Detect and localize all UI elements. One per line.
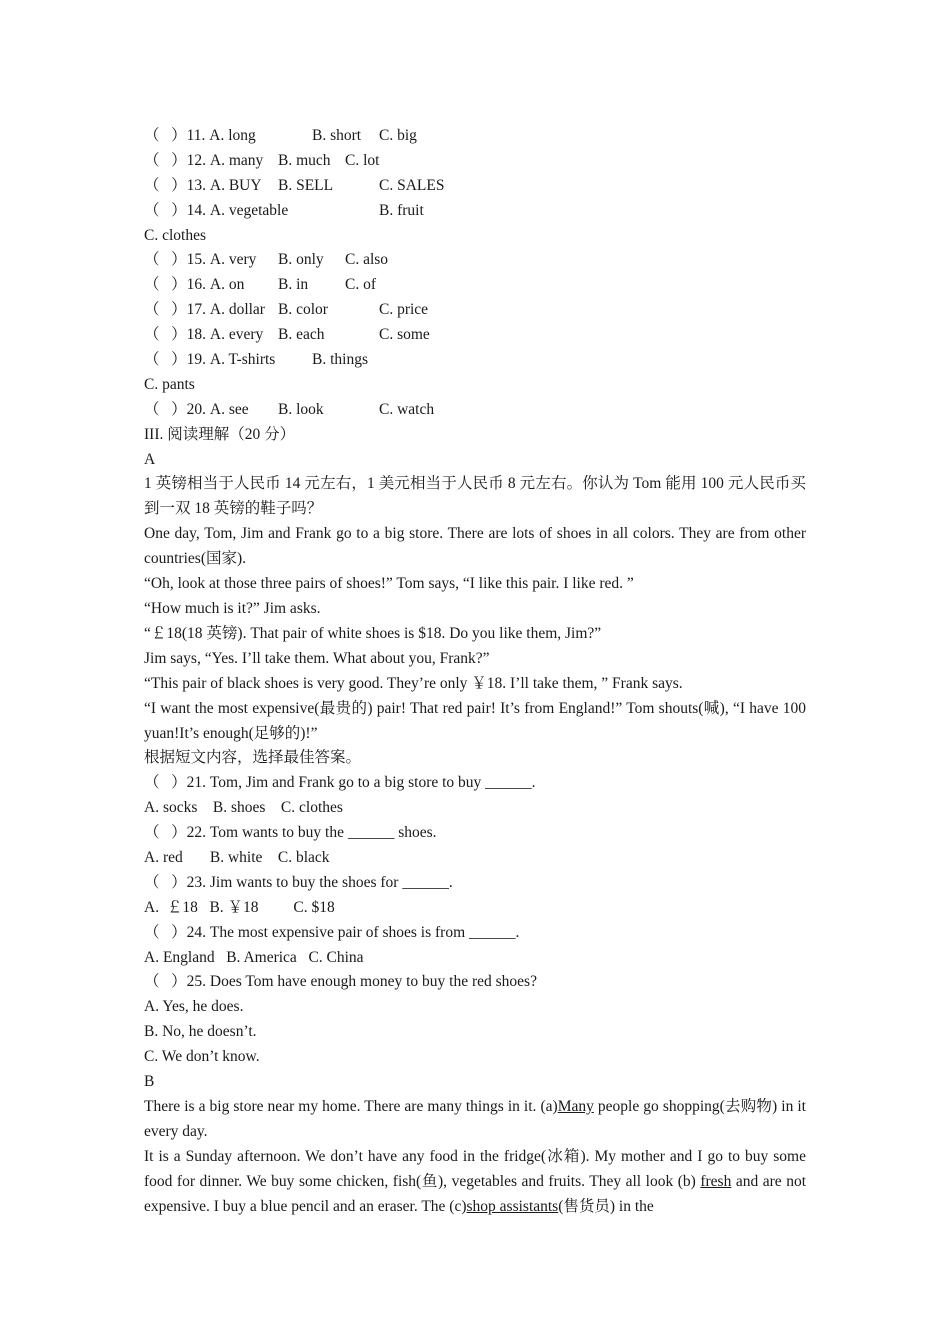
- cloze-option-b: B. SELL: [278, 176, 334, 194]
- cloze-option-c: C. of: [345, 276, 376, 294]
- cloze-option-c: C. some: [379, 326, 430, 344]
- cloze-option-b: B. things: [312, 351, 368, 369]
- cloze-item: [144, 149, 806, 174]
- cloze-item: [144, 398, 806, 423]
- question-stem: （ ）21. Tom, Jim and Frank go to a big store to buy ______.: [144, 774, 536, 792]
- cloze-item: [144, 373, 806, 398]
- cloze-option-c: C. lot: [345, 151, 380, 169]
- question-options: A. ￡18 B. ￥18 C. $18: [144, 898, 335, 916]
- cloze-item: [144, 174, 806, 199]
- cloze-item: [144, 124, 806, 149]
- cloze-stem: C. pants: [144, 375, 195, 393]
- cloze-item: [144, 199, 806, 224]
- document-page: [144, 124, 806, 1219]
- cloze-stem: （ ）19. A. T-shirts: [144, 351, 276, 369]
- section-heading: III. 阅读理解（20 分）: [144, 425, 296, 443]
- cloze-item: [144, 348, 806, 373]
- questions-list: [144, 771, 806, 970]
- cloze-stem: （ ）16. A. on: [144, 276, 245, 294]
- question-25-option-c: C. We don’t know.: [144, 1048, 260, 1066]
- cloze-option-c: C. big: [379, 127, 417, 144]
- question-stem: （ ）23. Jim wants to buy the shoes for ______.: [144, 873, 453, 891]
- underlined-fresh: fresh: [700, 1172, 732, 1190]
- cloze-item: [144, 224, 806, 249]
- cloze-option-b: B. only: [278, 251, 324, 269]
- cloze-option-b: B. color: [278, 301, 328, 319]
- p2-text-end: (售货员) in the: [558, 1197, 654, 1215]
- cloze-option-c: B. fruit: [379, 201, 424, 219]
- cloze-option-c: C. also: [345, 251, 389, 269]
- cloze-stem: C. clothes: [144, 226, 206, 244]
- question-25-option-a: A. Yes, he does.: [144, 998, 244, 1016]
- cloze-stem: （ ）14. A. vegetable: [144, 201, 289, 219]
- passage-a: [144, 522, 806, 746]
- passage-a-line: Jim says, “Yes. I’ll take them. What about you, Frank?”: [144, 649, 490, 667]
- passage-b-paragraph-1: [144, 1095, 806, 1145]
- instruction: 根据短文内容，选择最佳答案。: [144, 749, 362, 767]
- p2-text-mid: and are not expensive. I buy a blue pencil and an eraser. The (c): [144, 1172, 807, 1215]
- cloze-item: [144, 298, 806, 323]
- question-options: A. England B. America C. China: [144, 948, 364, 966]
- cloze-option-b: B. much: [278, 151, 331, 169]
- cloze-option-c: C. price: [379, 301, 429, 319]
- passage-a-line: “￡18(18 英镑). That pair of white shoes is $18. Do you like them, Jim?”: [144, 624, 602, 642]
- passage-a-line: “This pair of black shoes is very good. They’re only ￥18. I’ll take them, ” Frank says.: [144, 674, 683, 692]
- question-25-stem: （ ）25. Does Tom have enough money to buy the red shoes?: [144, 973, 537, 991]
- passage-a-line: “Oh, look at those three pairs of shoes!” Tom says, “I like this pair. I like red. ”: [144, 575, 634, 593]
- passage-b-paragraph-2: [144, 1145, 806, 1220]
- p1-text-end: people go shopping(去购物) in it every day.: [144, 1097, 806, 1140]
- cloze-stem: （ ）15. A. very: [144, 251, 257, 269]
- question-stem: （ ）24. The most expensive pair of shoes is from ______.: [144, 923, 520, 941]
- passage-a-line: “How much is it?” Jim asks.: [144, 600, 321, 617]
- cloze-stem: （ ）13. A. BUY: [144, 176, 262, 194]
- cloze-stem: （ ）18. A. every: [144, 326, 264, 344]
- passage-a-line: “I want the most expensive(最贵的) pair! That red pair! It’s from England!” Tom shouts(喊), “I have 100 yuan!It’s enough(足够的)!”: [144, 699, 806, 742]
- cloze-options-list: [144, 124, 806, 423]
- cloze-item: [144, 248, 806, 273]
- cloze-option-b: B. each: [278, 326, 325, 344]
- cloze-item: [144, 323, 806, 348]
- cloze-option-b: B. short: [312, 127, 362, 144]
- passage-a-line: One day, Tom, Jim and Frank go to a big store. There are lots of shoes in all colors. They are from other countries(国家).: [144, 525, 806, 568]
- part-b-label: B: [144, 1073, 155, 1091]
- cloze-option-c: C. SALES: [379, 176, 445, 194]
- question-25-option-b: B. No, he doesn’t.: [144, 1023, 257, 1041]
- question-stem: （ ）22. Tom wants to buy the ______ shoes.: [144, 824, 437, 842]
- question-options: A. socks B. shoes C. clothes: [144, 799, 343, 817]
- cloze-item: [144, 273, 806, 298]
- p2-text: It is a Sunday afternoon. We don’t have any food in the fridge(冰箱). My mother and I go to buy some food for dinner. We buy some chicken, fish(鱼), vegetables and fruits. They all look (b): [144, 1147, 806, 1190]
- cloze-option-b: B. in: [278, 276, 309, 294]
- cloze-option-c: C. watch: [379, 400, 435, 418]
- cloze-option-b: B. look: [278, 400, 324, 418]
- cloze-stem: （ ）20. A. see: [144, 400, 249, 418]
- cloze-stem: （ ）11. A. long: [144, 127, 256, 144]
- question-options: A. red B. white C. black: [144, 849, 330, 866]
- cloze-stem: （ ）12. A. many: [144, 151, 264, 169]
- cloze-stem: （ ）17. A. dollar: [144, 301, 265, 319]
- chinese-intro: 1 英镑相当于人民币 14 元左右，1 美元相当于人民币 8 元左右。你认为 Tom 能用 100 元人民币买到一双 18 英镑的鞋子吗？: [144, 475, 806, 518]
- underlined-many: Many: [557, 1097, 594, 1115]
- part-a-label: A: [144, 450, 156, 468]
- underlined-shop-assistants: shop assistants: [466, 1197, 559, 1215]
- p1-text: There is a big store near my home. There are many things in it. (a): [144, 1097, 558, 1115]
